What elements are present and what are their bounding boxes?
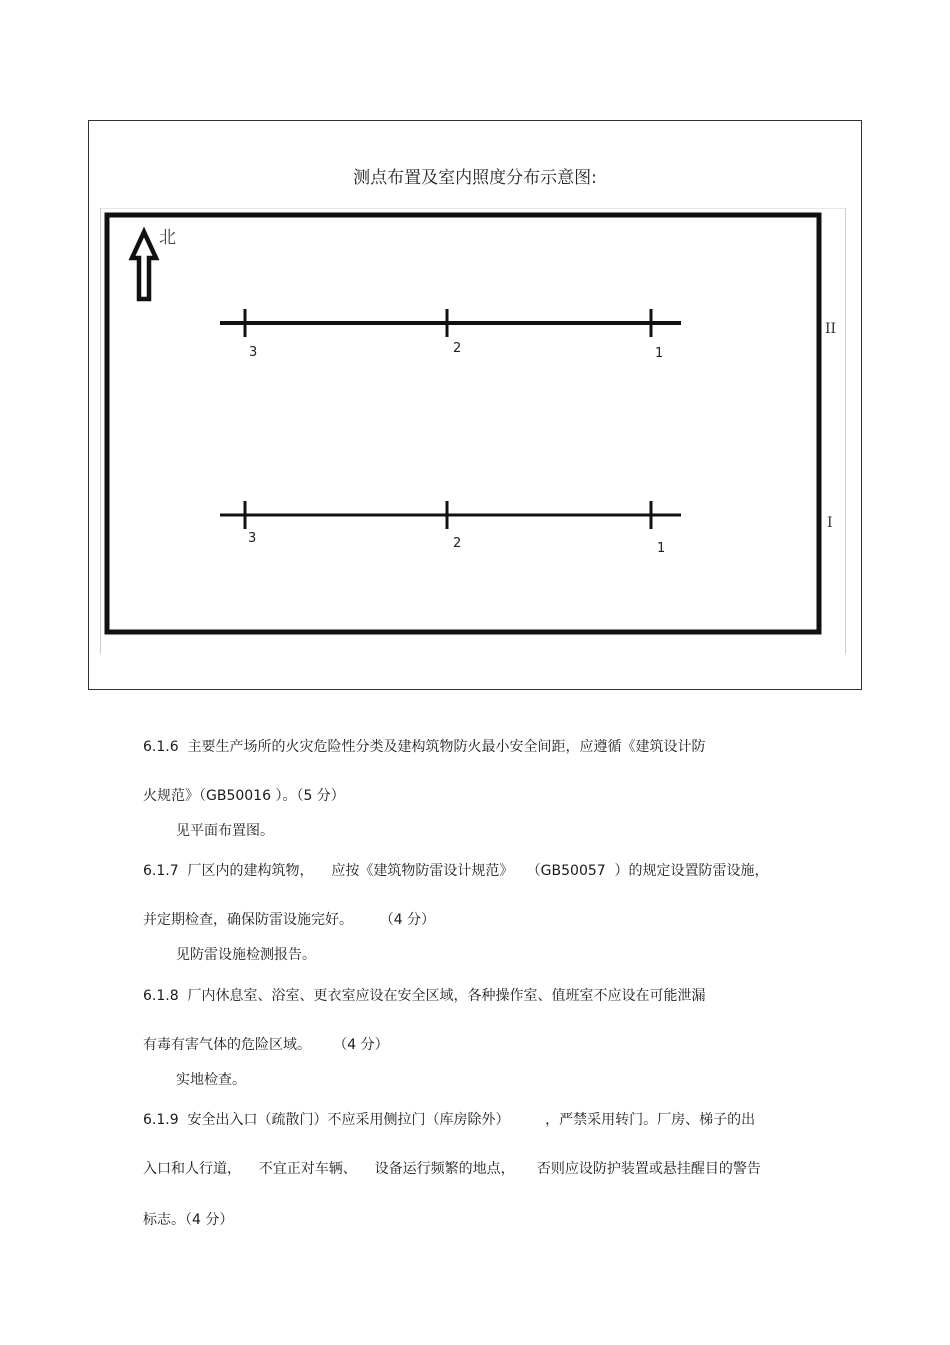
section-6-1-7-line1: 6.1.7 厂区内的建构筑物， 应按《建筑物防雷设计规范》 （GB50057 ）的规定设置防雷设施，: [143, 863, 769, 879]
north-label: 北: [159, 228, 176, 248]
section-6-1-7-note: 见防雷设施检测报告。: [176, 947, 316, 963]
section-6-1-8-line2: 有毒有害气体的危险区域。 （4 分）: [143, 1037, 389, 1053]
figure-title: 测点布置及室内照度分布示意图:: [353, 168, 597, 188]
measurement-row-ii: [220, 309, 681, 361]
section-6-1-8-line1: 6.1.8 厂内休息室、浴室、更衣室应设在安全区域，各种操作室、值班室不应设在可能泄漏: [143, 988, 706, 1004]
section-6-1-9-line2: 入口和人行道， 不宜正对车辆、 设备运行频繁的地点， 否则应设防护装置或悬挂醒目的警告: [143, 1161, 761, 1177]
section-6-1-9-line3: 标志。（4 分）: [143, 1212, 234, 1228]
section-6-1-6-line1: 6.1.6 主要生产场所的火灾危险性分类及建构筑物防火最小安全间距，应遵循《建筑设计防: [143, 739, 706, 755]
north-arrow-icon: [132, 232, 156, 299]
room-layout-diagram: [100, 208, 848, 654]
row-label: I: [827, 515, 833, 531]
point-label: 3: [249, 345, 258, 360]
section-6-1-7-line2: 并定期检查，确保防雷设施完好。 （4 分）: [143, 912, 436, 928]
section-6-1-8-note: 实地检查。: [176, 1072, 246, 1088]
point-label: 1: [657, 541, 666, 556]
section-6-1-9-line1: 6.1.9 安全出入口（疏散门）不应采用侧拉门（库房除外） ，严禁采用转门。厂房、梯子的出: [143, 1112, 756, 1128]
room-outline: [107, 215, 819, 632]
point-label: 2: [453, 341, 462, 356]
point-label: 2: [453, 536, 462, 551]
point-label: 3: [248, 531, 257, 546]
row-label: II: [825, 321, 837, 337]
measurement-row-i: [220, 501, 681, 556]
point-label: 1: [655, 346, 664, 361]
section-6-1-6-line2: 火规范》（GB50016 ）。（5 分）: [143, 788, 345, 804]
section-6-1-6-note: 见平面布置图。: [176, 823, 274, 839]
